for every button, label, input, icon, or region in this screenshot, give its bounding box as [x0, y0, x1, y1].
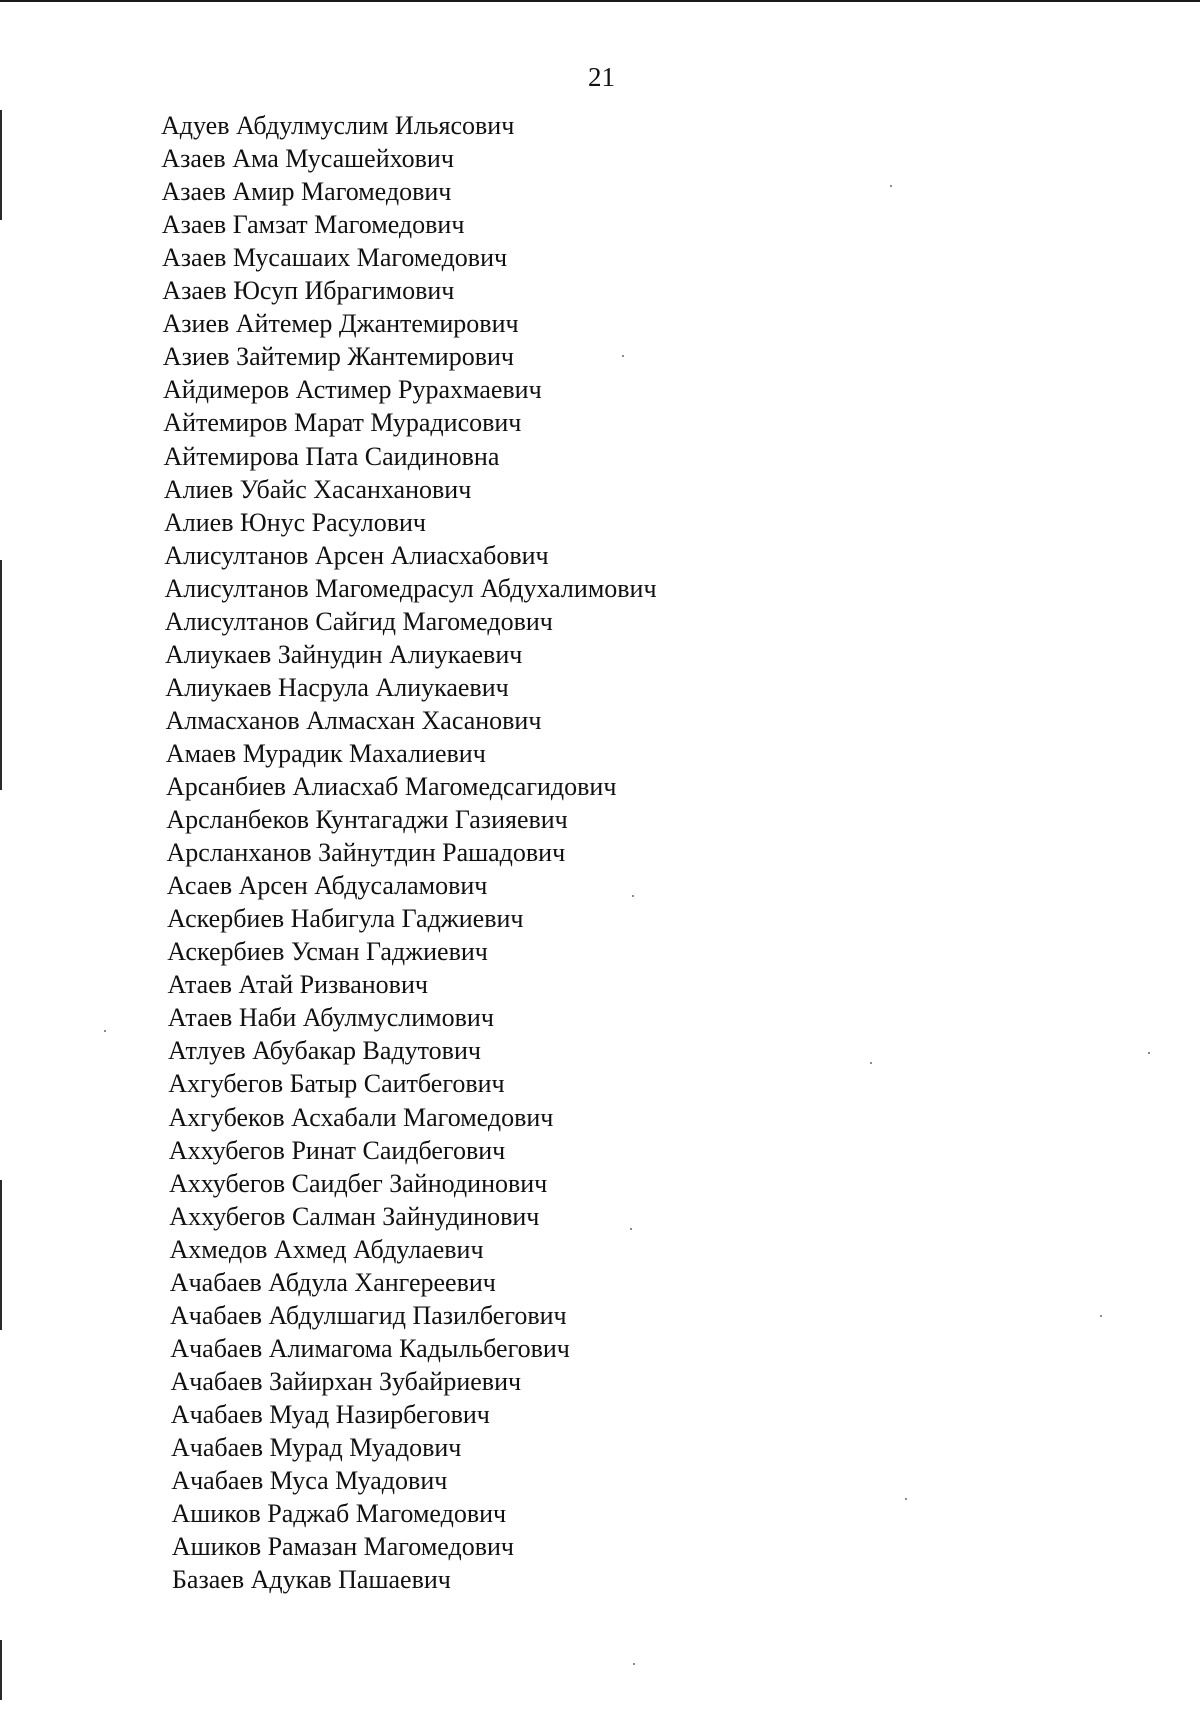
name-list-item: Ачабаев Муса Муадович	[171, 1466, 448, 1495]
scan-speck	[104, 1030, 106, 1032]
scan-edge-top	[0, 0, 1200, 2]
scan-edge-left-bottom	[0, 1640, 2, 1700]
name-list-item: Азиев Айтемер Джантемирович	[162, 309, 519, 339]
name-list-item: Аскербиев Усман Гаджиевич	[167, 937, 488, 967]
scan-speck	[1148, 1052, 1150, 1054]
name-list-item: Атаев Наби Абулмуслимович	[167, 1003, 494, 1033]
name-list-item: Амаев Мурадик Махалиевич	[165, 738, 486, 768]
name-list-item: Асаев Арсен Абдусаламович	[166, 871, 488, 901]
name-list-item: Алисултанов Магомедрасул Абдухалимович	[164, 573, 657, 603]
name-list-item: Ашиков Рамазан Магомедович	[171, 1532, 514, 1562]
name-list-item: Ачабаев Абдулшагид Пазилбегович	[170, 1300, 567, 1330]
scan-speck	[1100, 1315, 1102, 1317]
name-list-item: Айтемиров Марат Мурадисович	[163, 408, 522, 438]
name-list-item: Ахгубеков Асхабали Магомедович	[168, 1102, 554, 1132]
name-list-item: Аххубегов Саидбег Зайнодинович	[169, 1168, 548, 1198]
name-list-item: Азаев Гамзат Магомедович	[161, 210, 465, 240]
name-list-item: Алиукаев Насрула Алиукаевич	[165, 672, 509, 702]
scan-edge-left-lower	[0, 1180, 2, 1330]
name-list-item: Аскербиев Набигула Гаджиевич	[167, 904, 524, 934]
name-list-item: Арсланбеков Кунтагаджи Газияевич	[166, 805, 568, 834]
name-list-item: Алиев Юнус Расулович	[164, 507, 426, 537]
name-list-item: Алисултанов Арсен Алиасхабович	[164, 540, 549, 570]
name-list-item: Айдимеров Астимер Рурахмаевич	[163, 375, 542, 405]
name-list-item: Алиев Убайс Хасанханович	[163, 474, 472, 504]
name-list-item: Азаев Амир Магомедович	[161, 177, 452, 207]
name-list-item: Ачабаев Мурад Муадович	[171, 1433, 462, 1462]
name-list-item: Базаев Адукав Пашаевич	[172, 1565, 451, 1595]
name-list-item: Адуев Абдулмуслим Ильясович	[161, 111, 515, 140]
name-list-item: Ачабаев Зайирхан Зубайриевич	[170, 1366, 522, 1396]
name-list-item: Арсланханов Зайнутдин Рашадович	[166, 838, 566, 868]
scan-edge-left-middle	[0, 560, 2, 790]
name-list-item: Алисултанов Сайгид Магомедович	[164, 606, 553, 636]
name-list-item: Атлуев Абубакар Вадутович	[168, 1036, 481, 1066]
name-list-item: Айтемирова Пата Саидиновна	[163, 441, 500, 471]
name-list-item: Ахгубегов Батыр Саитбегович	[168, 1069, 505, 1099]
scan-speck	[632, 895, 634, 897]
name-list-item: Ачабаев Абдула Хангереевич	[169, 1267, 496, 1297]
page-number: 21	[588, 62, 615, 92]
scan-speck	[633, 1663, 635, 1665]
name-list-item: Ахмедов Ахмед Абдулаевич	[169, 1234, 484, 1264]
name-list-item: Ашиков Раджаб Магомедович	[171, 1499, 507, 1529]
name-list-item: Азаев Мусашаих Магомедович	[162, 243, 508, 273]
name-list-item: Азиев Зайтемир Жантемирович	[162, 342, 514, 372]
name-list-item: Ачабаев Муад Назирбегович	[170, 1399, 490, 1429]
scan-speck	[890, 185, 892, 187]
name-list-item: Азаев Ама Мусашейхович	[161, 144, 454, 174]
name-list-item: Аххубегов Ринат Саидбегович	[168, 1135, 506, 1165]
name-list-item: Аххубегов Салман Зайнудинович	[169, 1201, 540, 1231]
scan-edge-left-upper	[0, 110, 2, 220]
scan-speck	[870, 1062, 872, 1064]
scan-speck	[622, 355, 624, 357]
name-list-item: Атаев Атай Ризванович	[167, 970, 428, 1000]
name-list-item: Алиукаев Зайнудин Алиукаевич	[165, 639, 523, 669]
name-list-item: Алмасханов Алмасхан Хасанович	[165, 705, 542, 735]
scan-speck	[905, 1498, 907, 1500]
name-list-item: Арсанбиев Алиасхаб Магомедсагидович	[166, 772, 617, 801]
name-list-item: Азаев Юсуп Ибрагимович	[162, 276, 455, 306]
name-list-item: Ачабаев Алимагома Кадыльбегович	[170, 1333, 570, 1363]
scan-speck	[630, 1228, 632, 1230]
